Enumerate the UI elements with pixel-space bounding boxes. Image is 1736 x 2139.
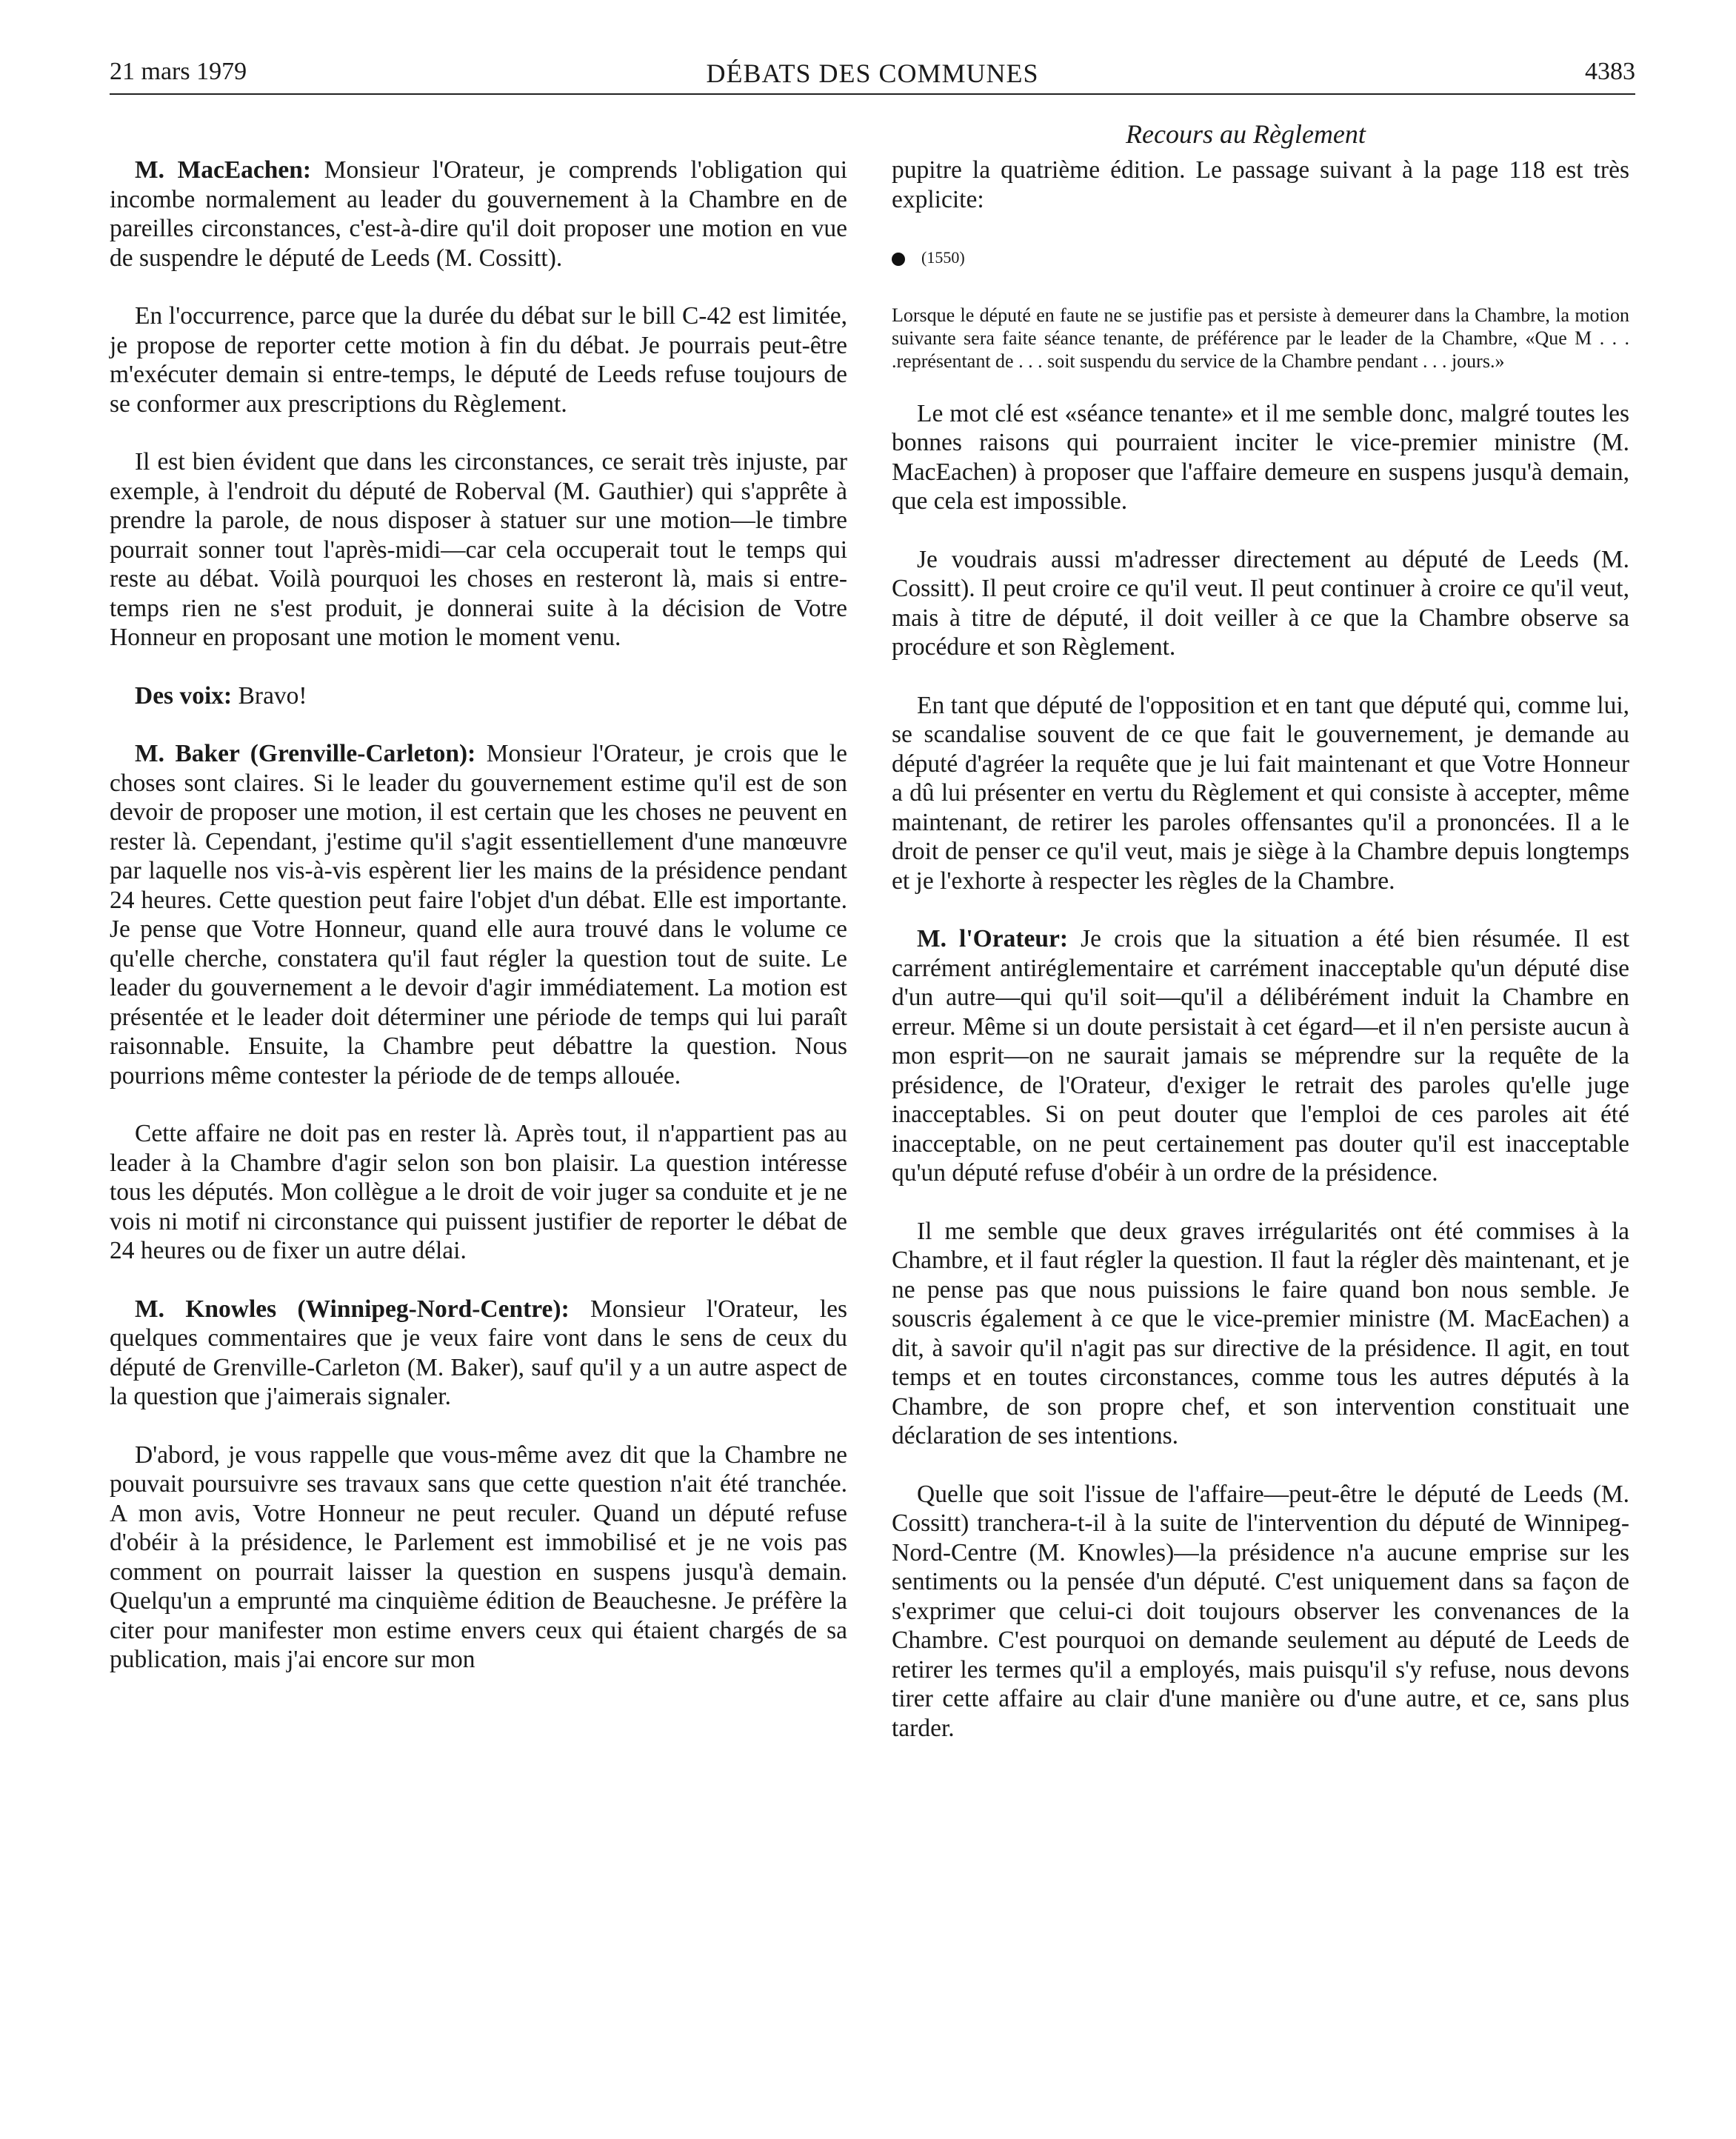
header-page-number: 4383	[1585, 58, 1635, 85]
paragraph: Cette affaire ne doit pas en rester là. Après tout, il n'appartient pas au leader à la Chambre d'agir selon son bon plaisir. La question intéresse tous les députés. Mon collègue a le droit de voir juger sa conduite et je ne vois ni motif ni circonstance qui puissent justifier de reporter le débat de 24 heures ou de fixer un autre délai.	[110, 1120, 847, 1264]
running-head: Recours au Règlement	[1126, 119, 1366, 149]
header-rule	[110, 93, 1635, 95]
right-column	[892, 156, 1629, 1772]
paragraph: En l'occurrence, parce que la durée du débat sur le bill C-42 est limitée, je propose de reporter cette motion à fin du débat. Je pourrais peut-être m'exécuter demain si entre-temps, le député de Leeds refuse toujours de se conformer aux prescriptions du Règlement.	[110, 302, 847, 418]
paragraph: Le mot clé est «séance tenante» et il me semble donc, malgré toutes les bonnes raisons qui pourraient inciter le vice-premier ministre (M. MacEachen) à proposer que l'affaire demeure en suspens jusqu'à demain, que cela est impossible.	[892, 399, 1629, 515]
speaker-name: M. MacEachen:	[135, 156, 312, 184]
time-marker-text: (1550)	[921, 248, 965, 267]
bullet-icon	[892, 253, 905, 266]
speaker-name: M. Knowles (Winnipeg-Nord-Centre):	[135, 1295, 570, 1323]
left-column	[110, 156, 847, 1703]
paragraph-text: Bravo!	[232, 681, 307, 710]
paragraph: Quelle que soit l'issue de l'affaire—peut-être le député de Leeds (M. Cossitt) tranchera-t-il à la suite de l'intervention du député de Winnipeg-Nord-Centre (M. Knowles)—la présidence n'a aucune emprise sur les sentiments ou la pensée d'un député. C'est uniquement dans sa façon de s'exprimer que celui-ci doit toujours observer les convenances de la Chambre. C'est pourquoi on demande seulement au député de Leeds de retirer les termes qu'il a employés, mais puisqu'il s'y refuse, nous devons tirer cette affaire au clair d'une manière ou d'une autre, et ce, sans plus tarder.	[892, 1480, 1629, 1742]
paragraph: Il me semble que deux graves irrégularités ont été commises à la Chambre, et il faut régler la question. Il faut la régler dès maintenant, et je ne pense pas que nous puissions le faire quand bon nous semble. Je souscris également à ce que le vice-premier ministre (M. MacEachen) a dit, à savoir qu'il n'agit pas sur directive de la présidence. Il agit, en tout temps et en toutes circonstances, comme tous les autres députés à la Chambre, de son propre chef, et son intervention constituait une déclaration de ses intentions.	[892, 1217, 1629, 1449]
paragraph: En tant que député de l'opposition et en tant que député qui, comme lui, se scandalise souvent de ce que fait le gouvernement, je demande au député d'agréer la requête que je lui fait maintenant et que Votre Honneur a dû lui présenter en vertu du Règlement et qui consiste à accepter, même maintenant, de retirer les paroles offensantes qu'il a prononcées. Il a le droit de penser ce qu'il veut, mais je siège à la Chambre depuis longtemps et je l'exhorte à respecter les règles de la Chambre.	[892, 691, 1629, 895]
header-title: DÉBATS DES COMMUNES	[706, 59, 1039, 88]
speaker-name: Des voix:	[135, 681, 233, 710]
page-header	[110, 58, 1635, 95]
paragraph: Je voudrais aussi m'adresser directement au député de Leeds (M. Cossitt). Il peut croire ce qu'il veut. Il peut continuer à croire ce qu'il veut, mais à titre de député, il doit veiller à ce que la Chambre observe sa procédure et son Règlement.	[892, 545, 1629, 661]
paragraph-text: Monsieur l'Orateur, les quelques commentaires que je veux faire vont dans le sens de ceux du député de Grenville-Carleton (M. Baker), sauf qu'il y a un autre aspect de la question que j'aimerais signaler.	[110, 1295, 847, 1410]
paragraph: pupitre la quatrième édition. Le passage suivant à la page 118 est très explicite:	[892, 156, 1629, 213]
paragraph	[110, 681, 847, 711]
paragraph	[110, 1295, 847, 1412]
speaker-name: M. l'Orateur:	[917, 925, 1069, 952]
paragraph-text: Monsieur l'Orateur, je comprends l'obligation qui incombe normalement au leader du gouvernement à la Chambre en de pareilles circonstances, c'est-à-dire qu'il doit proposer une motion en vue de suspendre le député de Leeds (M. Cossitt).	[110, 156, 847, 272]
paragraph-text: Monsieur l'Orateur, je crois que le choses sont claires. Si le leader du gouvernement estime qu'il est de son devoir de proposer une motion, il est certain que les choses ne peuvent en rester là. Cependant, j'estime qu'il s'agit essentiellement d'une manœuvre par laquelle nos vis-à-vis espèrent lier les mains de la présidence pendant 24 heures. Cette question peut faire l'objet d'un débat. Elle est importante. Je pense que Votre Honneur, quand elle aura trouvé dans le volume ce qu'elle cherche, constatera qu'il faut régler la question tout de suite. Le leader du gouvernement a le devoir d'agir immédiatement. La motion est présentée et le leader doit déterminer une période de temps qui lui paraît raisonnable. Ensuite, la Chambre peut débattre la question. Nous pourrions même contester la période de de temps allouée.	[110, 740, 847, 1089]
speaker-name: M. Baker (Grenville-Carleton):	[135, 740, 476, 767]
paragraph: D'abord, je vous rappelle que vous-même avez dit que la Chambre ne pouvait poursuivre ses travaux sans que cette question n'ait été tranchée. A mon avis, Votre Honneur ne peut reculer. Quand un député refuse d'obéir à la présidence, le Parlement est immobilisé et je ne vois pas comment on pourrait laisser la question en suspens jusqu'à demain. Quelqu'un a emprunté ma cinquième édition de Beauchesne. Je préfère la citer pour manifester mon estime envers ceux qui étaient chargés de sa publication, mais j'ai encore sur mon	[110, 1441, 847, 1673]
paragraph	[110, 156, 847, 273]
paragraph	[110, 739, 847, 1090]
block-quote: Lorsque le député en faute ne se justifie pas et persiste à demeurer dans la Chambre, la motion suivante sera faite séance tenante, de préférence par le leader de la Chambre, «Que M . . . .représentant de . . . soit suspendu du service de la Chambre pendant . . . jours.»	[892, 304, 1629, 372]
header-date: 21 mars 1979	[110, 58, 247, 85]
paragraph-text: Je crois que la situation a été bien résumée. Il est carrément antiréglementaire et carrément inacceptable qu'un député dise d'un autre—qui qu'il soit—qu'il a délibérément induit la Chambre en erreur. Même si un doute persistait à cet égard—et il n'en persiste aucun à mon esprit—on ne saurait jamais se méprendre sur la requête de la présidence, de l'Orateur, d'exiger le retrait des paroles qu'elle juge inacceptables. Si on peut douter que l'emploi de ces paroles ait été inacceptable, on ne peut certainement pas douter qu'il est inacceptable qu'un député refuse d'obéir à un ordre de la présidence.	[892, 925, 1629, 1187]
paragraph: Il est bien évident que dans les circonstances, ce serait très injuste, par exemple, à l'endroit du député de Roberval (M. Gauthier) qui s'apprête à prendre la parole, de nous disposer à statuer sur une motion—le timbre pourrait sonner tout l'après-midi—car cela occuperait tout le temps qui reste au débat. Voilà pourquoi les choses en resteront là, mais si entre-temps rien ne s'est produit, je donnerai suite à la décision de Votre Honneur en proposant une motion le moment venu.	[110, 448, 847, 651]
time-marker	[892, 243, 1629, 273]
paragraph	[892, 924, 1629, 1188]
